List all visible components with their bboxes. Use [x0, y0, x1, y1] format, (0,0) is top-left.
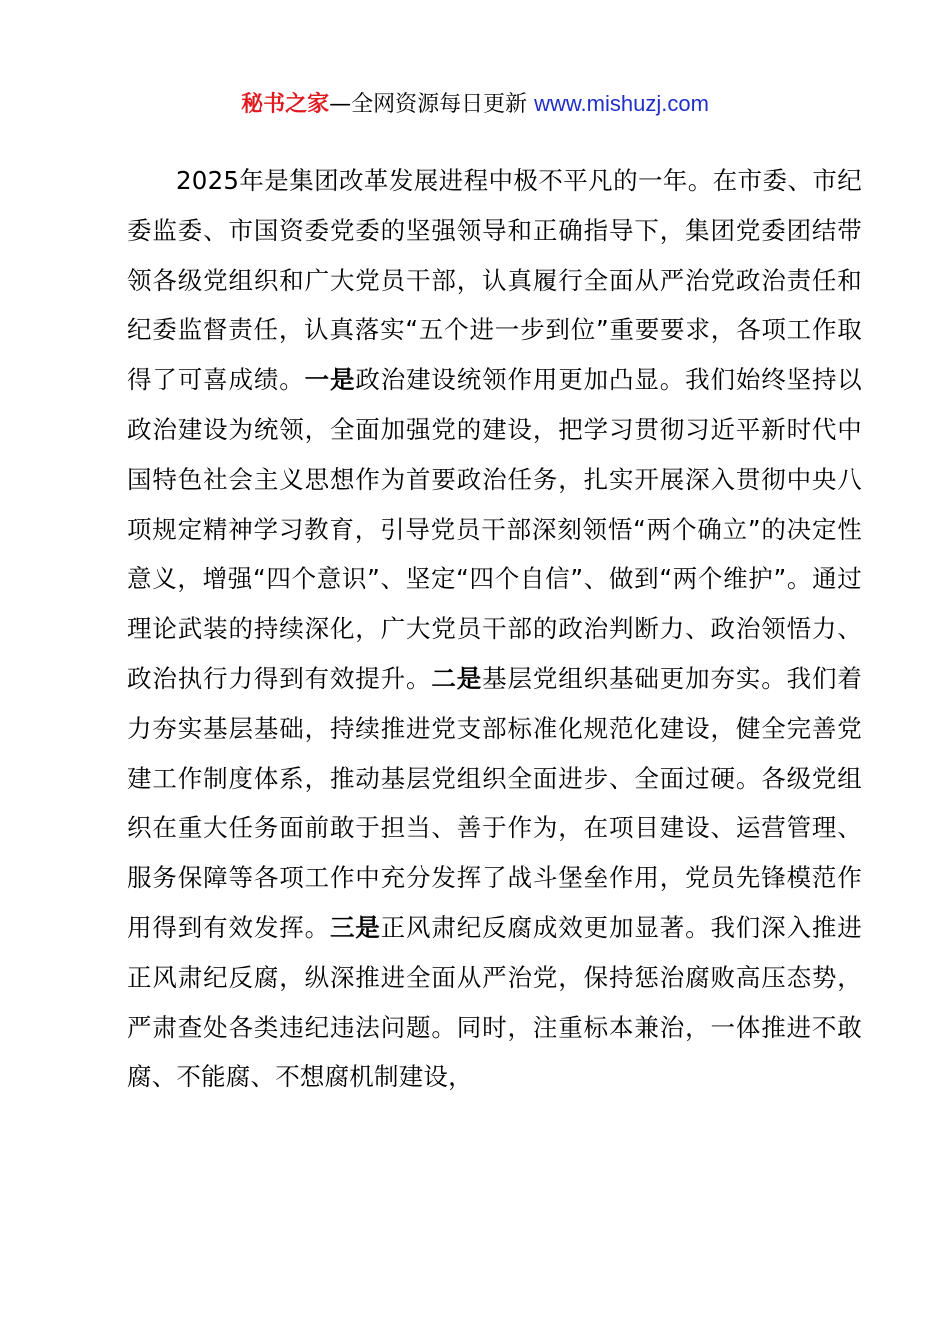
point-one-text: 政治建设统领作用更加凸显。我们始终坚持以政治建设为统领，全面加强党的建设，把学习贯彻习近平新时代中国特色社会主义思想作为首要政治任务，扎实开展深入贯彻中央八项规定精神学习教育，引导党员干部深刻领悟“两个确立”的决定性意义，增强“四个意识”、坚定“四个自信”、做到“两个维护”。通过理论武装的持续深化，广大党员干部的政治判断力、政治领悟力、政治执行力得到有效提升。 — [127, 365, 863, 693]
point-two-text: 基层党组织基础更加夯实。我们着力夯实基层基础，持续推进党支部标准化规范化建设，健全完善党建工作制度体系，推动基层党组织全面进步、全面过硬。各级党组织在重大任务面前敢于担当、善于作为，在项目建设、运营管理、服务保障等各项工作中充分发挥了战斗堡垒作用，党员先锋模范作用得到有效发挥。 — [127, 663, 863, 942]
site-url[interactable]: www.mishuzj.com — [534, 91, 709, 116]
point-two-label: 二是 — [431, 663, 483, 693]
paragraph-intro: 2025年是集团改革发展进程中极不平凡的一年。在市委、市纪委监委、市国资委党委的坚强领导和正确指导下，集团党委团结带领各级党组织和广大党员干部，认真履行全面从严治党政治责任和纪委监督责任，认真落实“五个进一步到位”重要要求，各项工作取得了可喜成绩。 — [127, 166, 862, 395]
point-three-text: 正风肃纪反腐成效更加显著。我们深入推进正风肃纪反腐，纵深推进全面从严治党，保持惩治腐败高压态势，严肃查处各类违纪违法问题。同时，注重标本兼治，一体推进不敢腐、不能腐、不想腐机制建设， — [127, 912, 862, 1092]
watermark-header — [0, 88, 950, 121]
header-tagline: —全网资源每日更新 — [329, 92, 535, 117]
point-three-label: 三是 — [329, 912, 381, 942]
brand-name: 秘书之家 — [241, 92, 330, 117]
point-one-label: 一是 — [304, 365, 356, 395]
body-paragraph — [127, 156, 862, 1102]
